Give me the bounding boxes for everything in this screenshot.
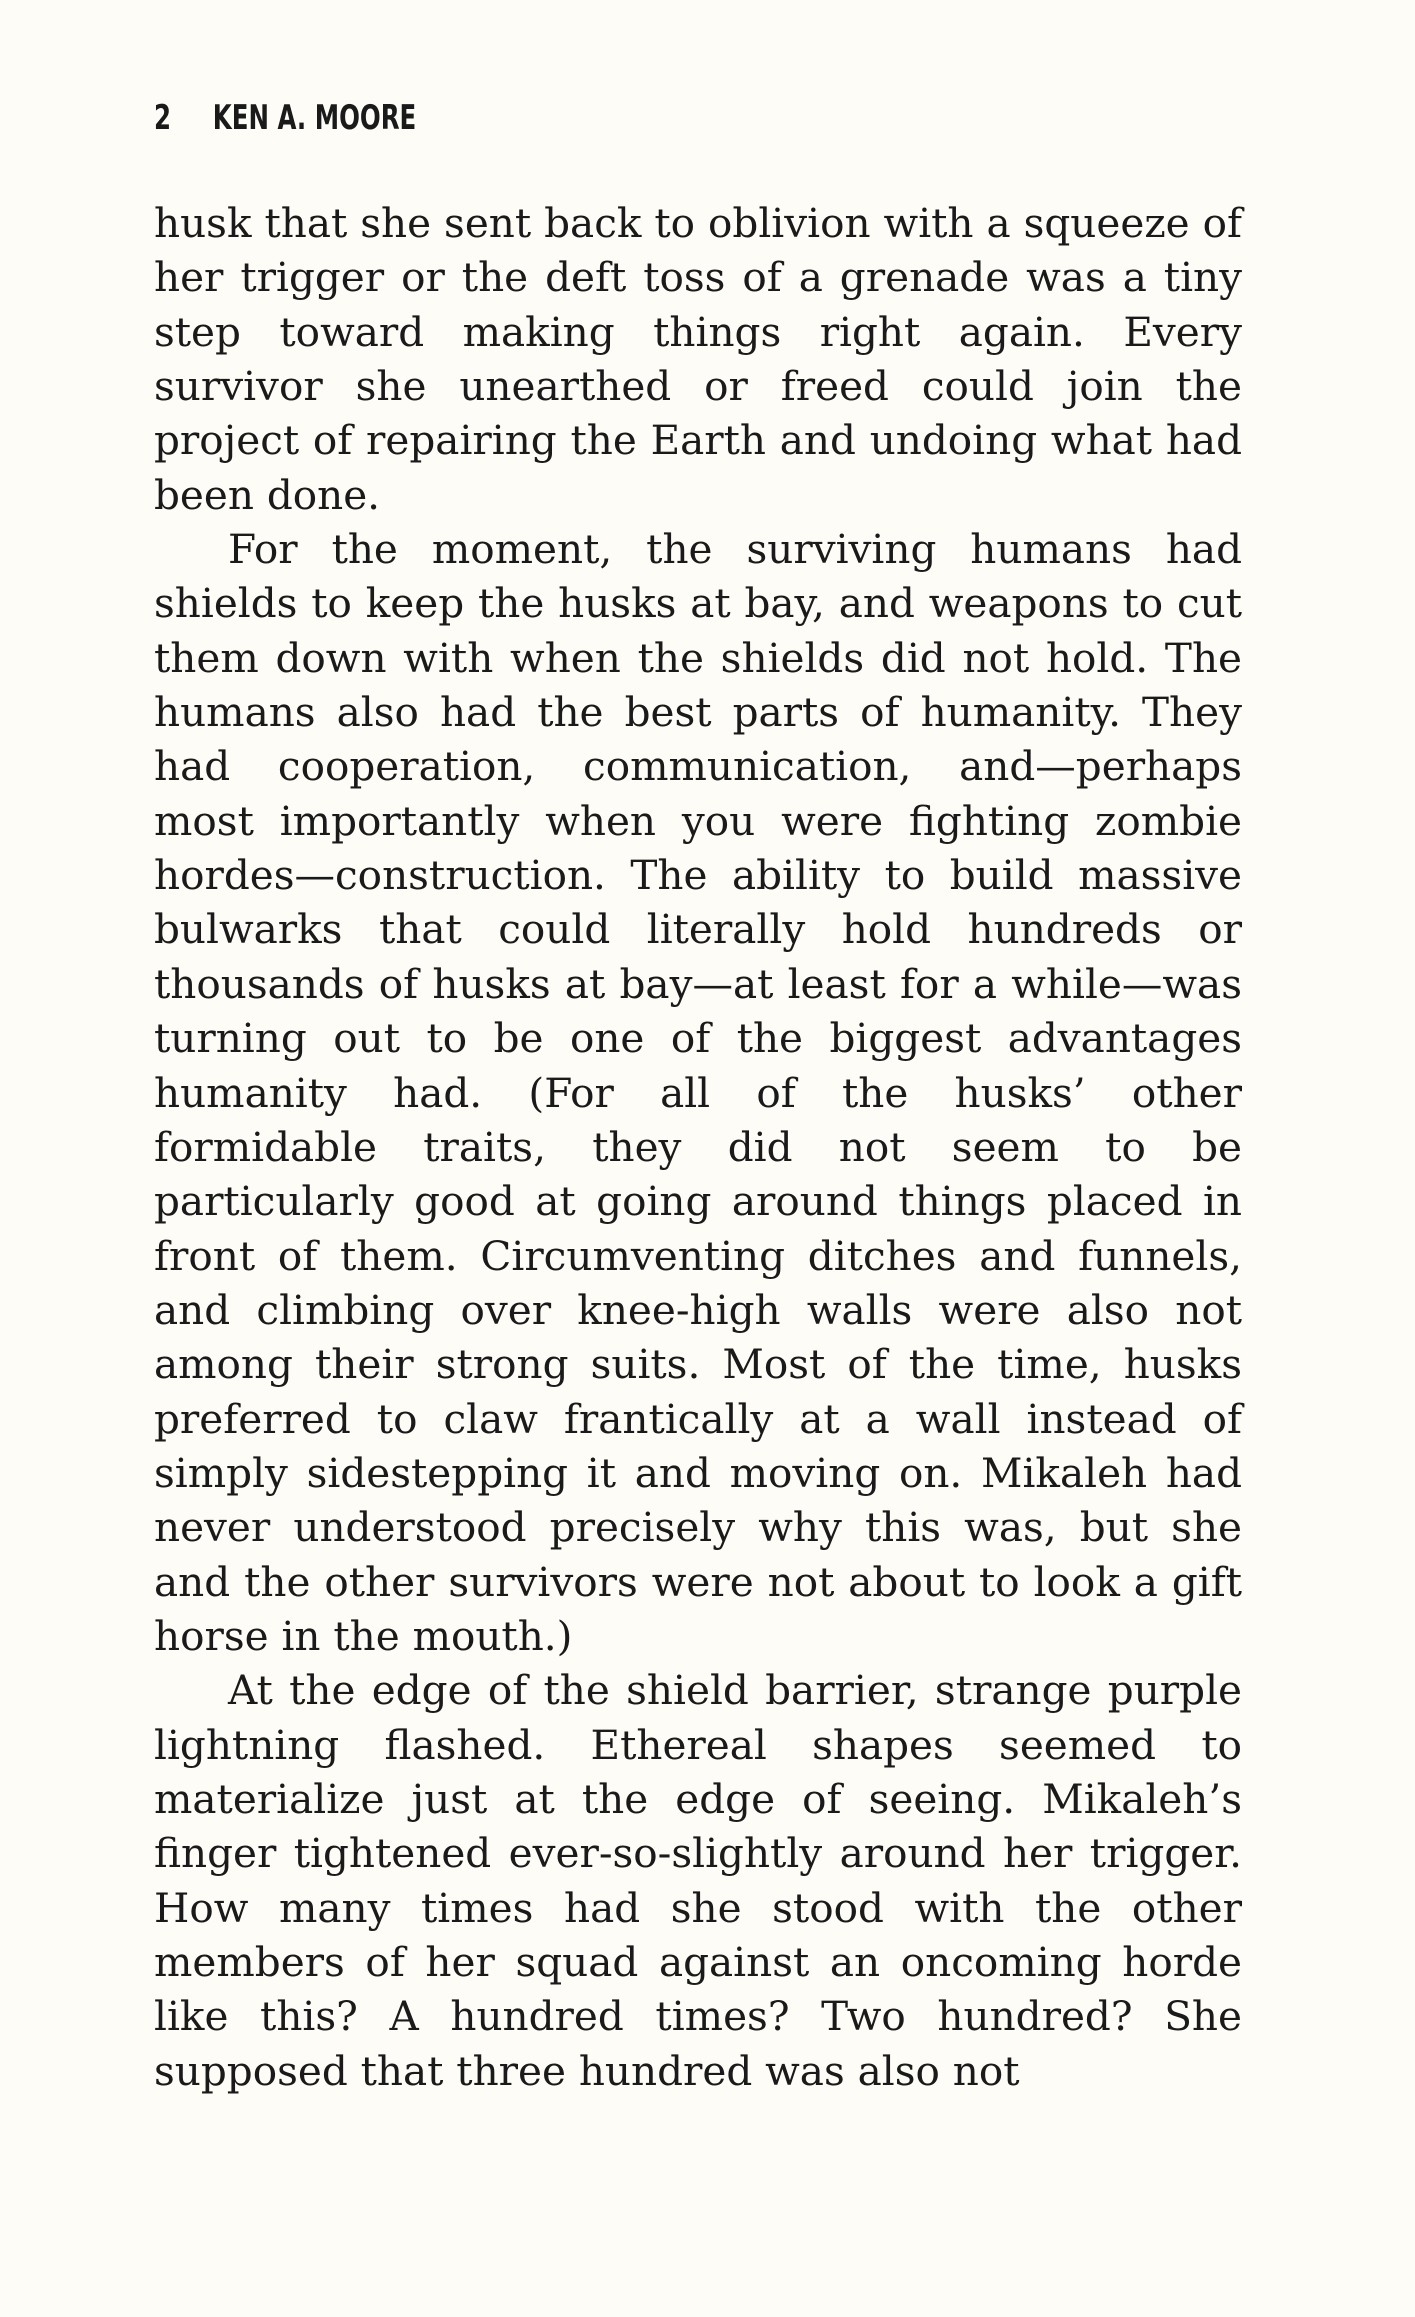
body-text <box>154 196 1242 2098</box>
paragraph-continued: husk that she sent back to oblivion with a squeeze of her trigger or the deft toss of a grenade was a tiny step toward making things right again. Every survivor she unearthed or freed could join the project of repairing the Earth and undoing what had been done. <box>154 199 1242 519</box>
paragraph: For the moment, the surviving humans had shields to keep the husks at bay, and weapons to cut them down with when the shields did not hold. The humans also had the best parts of humanity. They had cooperation, communication, and—perhaps most importantly when you were fighting zombie hordes—construction. The ability to build massive bulwarks that could literally hold hundreds or thousands of husks at bay—at least for a while—was turning out to be one of the biggest advantages humanity had. (For all of the husks’ other formidable traits, they did not seem to be particularly good at going around things placed in front of them. Circumventing ditches and funnels, and climbing over knee-high walls were also not among their strong suits. Most of the time, husks preferred to claw frantically at a wall instead of simply sidestepping it and moving on. Mikaleh had never understood precisely why this was, but she and the other survivors were not about to look a gift horse in the mouth.) <box>154 525 1242 1660</box>
running-head <box>154 98 416 138</box>
author-name: KEN A. MOORE <box>212 98 417 138</box>
paragraph: At the edge of the shield barrier, strange purple lightning flashed. Ethereal shapes seemed to materialize just at the edge of seeing. Mikaleh’s finger tightened ever-so-slightly around her trigger. How many times had she stood with the other members of her squad against an oncoming horde like this? A hundred times? Two hundred? She supposed that three hundred was also not <box>154 1666 1242 2095</box>
page-number: 2 <box>154 98 172 138</box>
